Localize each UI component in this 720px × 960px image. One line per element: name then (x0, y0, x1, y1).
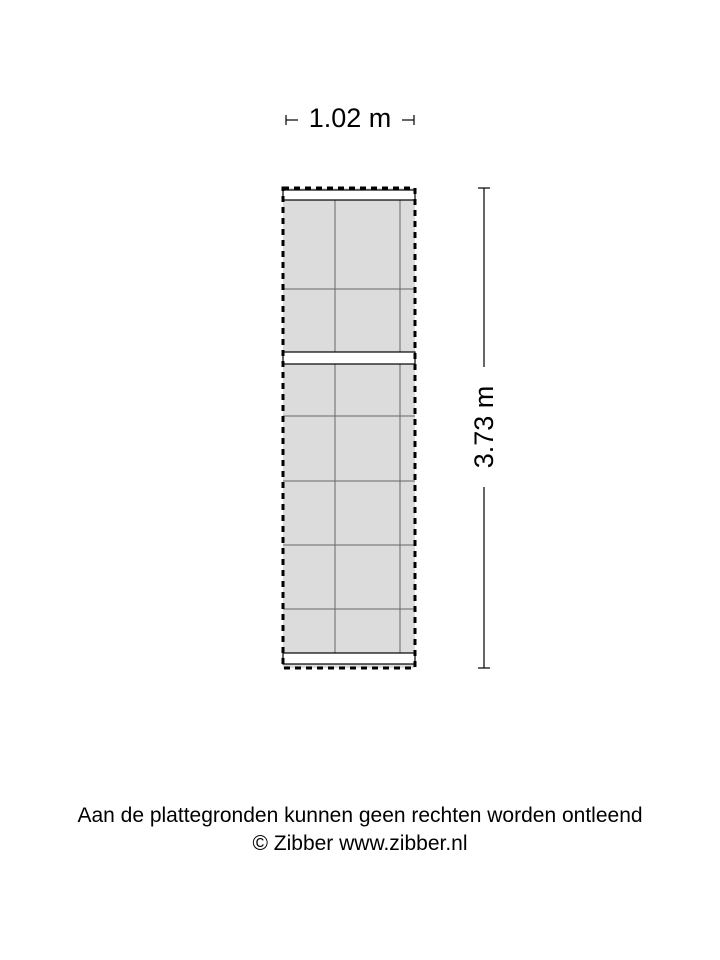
disclaimer-text: Aan de plattegronden kunnen geen rechten worden ontleend (77, 804, 643, 827)
width-dimension-label: 1.02 m (308, 103, 392, 133)
copyright-text: © Zibber www.zibber.nl (252, 832, 468, 855)
middle-wall-bar (283, 352, 415, 364)
height-dimension-label: 3.73 m (469, 385, 499, 469)
bottom-wall-bar (283, 653, 415, 664)
top-wall-bar (283, 190, 415, 200)
floor-area (283, 188, 415, 668)
